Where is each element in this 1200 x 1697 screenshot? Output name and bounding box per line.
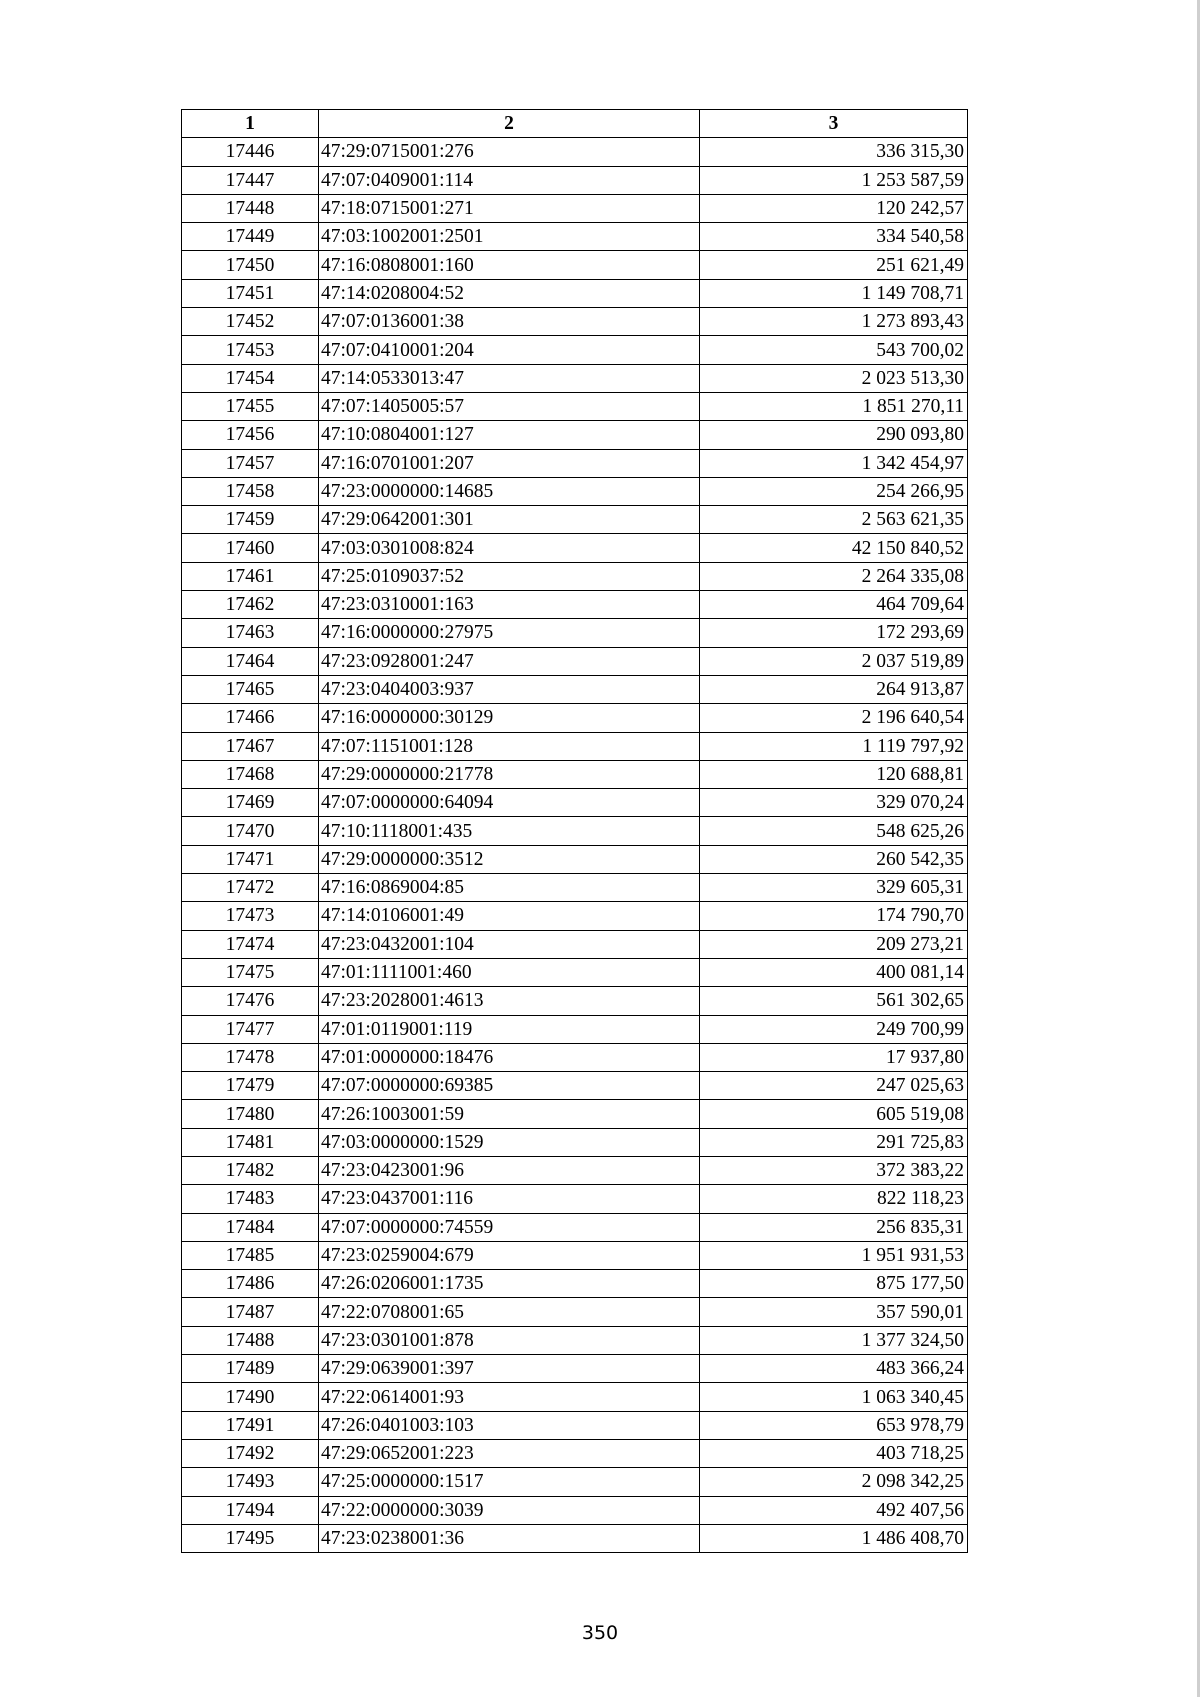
cadastral-number-cell: 47:14:0533013:47 xyxy=(319,364,700,392)
table-row xyxy=(182,1383,968,1411)
row-number-cell: 17467 xyxy=(182,732,319,760)
cadastral-number-cell: 47:26:0401003:103 xyxy=(319,1411,700,1439)
table-row xyxy=(182,392,968,420)
cadastral-number-cell: 47:16:0000000:30129 xyxy=(319,704,700,732)
value-cell: 1 119 797,92 xyxy=(700,732,968,760)
table-row xyxy=(182,902,968,930)
row-number-cell: 17491 xyxy=(182,1411,319,1439)
row-number-cell: 17478 xyxy=(182,1043,319,1071)
row-number-cell: 17454 xyxy=(182,364,319,392)
value-cell: 2 037 519,89 xyxy=(700,647,968,675)
table-row xyxy=(182,930,968,958)
row-number-cell: 17483 xyxy=(182,1185,319,1213)
table-row xyxy=(182,223,968,251)
cadastral-number-cell: 47:23:0437001:116 xyxy=(319,1185,700,1213)
cadastral-number-cell: 47:10:0804001:127 xyxy=(319,421,700,449)
cadastral-number-cell: 47:29:0000000:3512 xyxy=(319,845,700,873)
table-row xyxy=(182,166,968,194)
row-number-cell: 17455 xyxy=(182,392,319,420)
value-cell: 1 486 408,70 xyxy=(700,1524,968,1552)
row-number-cell: 17465 xyxy=(182,675,319,703)
value-cell: 172 293,69 xyxy=(700,619,968,647)
value-cell: 1 342 454,97 xyxy=(700,449,968,477)
table-row xyxy=(182,987,968,1015)
cadastral-number-cell: 47:26:0206001:1735 xyxy=(319,1270,700,1298)
table-row xyxy=(182,534,968,562)
value-cell: 548 625,26 xyxy=(700,817,968,845)
value-cell: 2 023 513,30 xyxy=(700,364,968,392)
cadastral-number-cell: 47:07:1151001:128 xyxy=(319,732,700,760)
value-cell: 264 913,87 xyxy=(700,675,968,703)
table-row xyxy=(182,591,968,619)
cadastral-number-cell: 47:29:0715001:276 xyxy=(319,138,700,166)
row-number-cell: 17477 xyxy=(182,1015,319,1043)
value-cell: 875 177,50 xyxy=(700,1270,968,1298)
cadastral-number-cell: 47:22:0000000:3039 xyxy=(319,1496,700,1524)
value-cell: 120 688,81 xyxy=(700,760,968,788)
table-row xyxy=(182,506,968,534)
row-number-cell: 17485 xyxy=(182,1241,319,1269)
row-number-cell: 17449 xyxy=(182,223,319,251)
row-number-cell: 17451 xyxy=(182,279,319,307)
table-body xyxy=(182,138,968,1553)
table-row xyxy=(182,1326,968,1354)
value-cell: 209 273,21 xyxy=(700,930,968,958)
table-row xyxy=(182,704,968,732)
cadastral-number-cell: 47:03:1002001:2501 xyxy=(319,223,700,251)
value-cell: 42 150 840,52 xyxy=(700,534,968,562)
cadastral-number-cell: 47:14:0208004:52 xyxy=(319,279,700,307)
value-cell: 357 590,01 xyxy=(700,1298,968,1326)
table-row xyxy=(182,1468,968,1496)
table-row xyxy=(182,1411,968,1439)
row-number-cell: 17481 xyxy=(182,1128,319,1156)
table-row xyxy=(182,1128,968,1156)
value-cell: 400 081,14 xyxy=(700,958,968,986)
value-cell: 2 196 640,54 xyxy=(700,704,968,732)
value-cell: 1 851 270,11 xyxy=(700,392,968,420)
table-row xyxy=(182,1100,968,1128)
cadastral-number-cell: 47:22:0708001:65 xyxy=(319,1298,700,1326)
row-number-cell: 17482 xyxy=(182,1156,319,1184)
table-row xyxy=(182,732,968,760)
cadastral-number-cell: 47:01:0119001:119 xyxy=(319,1015,700,1043)
row-number-cell: 17475 xyxy=(182,958,319,986)
value-cell: 1 149 708,71 xyxy=(700,279,968,307)
cadastral-number-cell: 47:16:0869004:85 xyxy=(319,874,700,902)
row-number-cell: 17488 xyxy=(182,1326,319,1354)
row-number-cell: 17487 xyxy=(182,1298,319,1326)
row-number-cell: 17453 xyxy=(182,336,319,364)
value-cell: 2 098 342,25 xyxy=(700,1468,968,1496)
cadastral-number-cell: 47:23:0000000:14685 xyxy=(319,477,700,505)
row-number-cell: 17474 xyxy=(182,930,319,958)
row-number-cell: 17462 xyxy=(182,591,319,619)
row-number-cell: 17464 xyxy=(182,647,319,675)
table-header xyxy=(182,110,968,138)
value-cell: 543 700,02 xyxy=(700,336,968,364)
value-cell: 336 315,30 xyxy=(700,138,968,166)
value-cell: 1 253 587,59 xyxy=(700,166,968,194)
document-table-container xyxy=(181,109,968,1553)
value-cell: 174 790,70 xyxy=(700,902,968,930)
cadastral-number-cell: 47:23:0238001:36 xyxy=(319,1524,700,1552)
cadastral-number-cell: 47:22:0614001:93 xyxy=(319,1383,700,1411)
cadastral-number-cell: 47:07:1405005:57 xyxy=(319,392,700,420)
table-row xyxy=(182,364,968,392)
table-row xyxy=(182,1355,968,1383)
value-cell: 1 377 324,50 xyxy=(700,1326,968,1354)
value-cell: 464 709,64 xyxy=(700,591,968,619)
value-cell: 1 063 340,45 xyxy=(700,1383,968,1411)
row-number-cell: 17461 xyxy=(182,562,319,590)
row-number-cell: 17472 xyxy=(182,874,319,902)
value-cell: 254 266,95 xyxy=(700,477,968,505)
table-row xyxy=(182,675,968,703)
value-cell: 256 835,31 xyxy=(700,1213,968,1241)
value-cell: 2 264 335,08 xyxy=(700,562,968,590)
cadastral-number-cell: 47:07:0136001:38 xyxy=(319,308,700,336)
cadastral-number-cell: 47:23:0432001:104 xyxy=(319,930,700,958)
cadastral-table xyxy=(181,109,968,1553)
table-row xyxy=(182,562,968,590)
row-number-cell: 17450 xyxy=(182,251,319,279)
row-number-cell: 17466 xyxy=(182,704,319,732)
row-number-cell: 17456 xyxy=(182,421,319,449)
cadastral-number-cell: 47:23:0928001:247 xyxy=(319,647,700,675)
value-cell: 249 700,99 xyxy=(700,1015,968,1043)
value-cell: 334 540,58 xyxy=(700,223,968,251)
table-row xyxy=(182,1015,968,1043)
header-row xyxy=(182,110,968,138)
table-row xyxy=(182,308,968,336)
cadastral-number-cell: 47:07:0000000:69385 xyxy=(319,1072,700,1100)
value-cell: 260 542,35 xyxy=(700,845,968,873)
cadastral-number-cell: 47:10:1118001:435 xyxy=(319,817,700,845)
cadastral-number-cell: 47:03:0000000:1529 xyxy=(319,1128,700,1156)
table-row xyxy=(182,251,968,279)
cadastral-number-cell: 47:16:0701001:207 xyxy=(319,449,700,477)
value-cell: 403 718,25 xyxy=(700,1439,968,1467)
column-header-2: 2 xyxy=(319,110,700,138)
row-number-cell: 17470 xyxy=(182,817,319,845)
value-cell: 492 407,56 xyxy=(700,1496,968,1524)
row-number-cell: 17471 xyxy=(182,845,319,873)
cadastral-number-cell: 47:18:0715001:271 xyxy=(319,194,700,222)
value-cell: 120 242,57 xyxy=(700,194,968,222)
value-cell: 2 563 621,35 xyxy=(700,506,968,534)
cadastral-number-cell: 47:01:0000000:18476 xyxy=(319,1043,700,1071)
table-row xyxy=(182,874,968,902)
table-row xyxy=(182,279,968,307)
table-row xyxy=(182,138,968,166)
row-number-cell: 17458 xyxy=(182,477,319,505)
cadastral-number-cell: 47:23:0259004:679 xyxy=(319,1241,700,1269)
cadastral-number-cell: 47:29:0652001:223 xyxy=(319,1439,700,1467)
table-row xyxy=(182,1156,968,1184)
table-row xyxy=(182,449,968,477)
value-cell: 653 978,79 xyxy=(700,1411,968,1439)
cadastral-number-cell: 47:16:0808001:160 xyxy=(319,251,700,279)
cadastral-number-cell: 47:23:0310001:163 xyxy=(319,591,700,619)
row-number-cell: 17493 xyxy=(182,1468,319,1496)
row-number-cell: 17495 xyxy=(182,1524,319,1552)
value-cell: 329 605,31 xyxy=(700,874,968,902)
cadastral-number-cell: 47:03:0301008:824 xyxy=(319,534,700,562)
row-number-cell: 17448 xyxy=(182,194,319,222)
row-number-cell: 17446 xyxy=(182,138,319,166)
table-row xyxy=(182,1072,968,1100)
table-row xyxy=(182,1298,968,1326)
value-cell: 247 025,63 xyxy=(700,1072,968,1100)
row-number-cell: 17468 xyxy=(182,760,319,788)
cadastral-number-cell: 47:23:0404003:937 xyxy=(319,675,700,703)
value-cell: 329 070,24 xyxy=(700,789,968,817)
cadastral-number-cell: 47:29:0642001:301 xyxy=(319,506,700,534)
row-number-cell: 17460 xyxy=(182,534,319,562)
row-number-cell: 17473 xyxy=(182,902,319,930)
value-cell: 372 383,22 xyxy=(700,1156,968,1184)
table-row xyxy=(182,336,968,364)
cadastral-number-cell: 47:25:0000000:1517 xyxy=(319,1468,700,1496)
column-header-1: 1 xyxy=(182,110,319,138)
row-number-cell: 17459 xyxy=(182,506,319,534)
table-row xyxy=(182,1270,968,1298)
cadastral-number-cell: 47:23:0423001:96 xyxy=(319,1156,700,1184)
row-number-cell: 17480 xyxy=(182,1100,319,1128)
table-row xyxy=(182,760,968,788)
value-cell: 251 621,49 xyxy=(700,251,968,279)
page-number: 350 xyxy=(581,1622,619,1644)
table-row xyxy=(182,817,968,845)
cadastral-number-cell: 47:07:0409001:114 xyxy=(319,166,700,194)
row-number-cell: 17494 xyxy=(182,1496,319,1524)
row-number-cell: 17452 xyxy=(182,308,319,336)
row-number-cell: 17457 xyxy=(182,449,319,477)
value-cell: 605 519,08 xyxy=(700,1100,968,1128)
row-number-cell: 17489 xyxy=(182,1355,319,1383)
value-cell: 822 118,23 xyxy=(700,1185,968,1213)
value-cell: 291 725,83 xyxy=(700,1128,968,1156)
table-row xyxy=(182,1524,968,1552)
cadastral-number-cell: 47:26:1003001:59 xyxy=(319,1100,700,1128)
table-row xyxy=(182,845,968,873)
row-number-cell: 17447 xyxy=(182,166,319,194)
cadastral-number-cell: 47:07:0000000:64094 xyxy=(319,789,700,817)
table-row xyxy=(182,1496,968,1524)
row-number-cell: 17492 xyxy=(182,1439,319,1467)
table-row xyxy=(182,1439,968,1467)
cadastral-number-cell: 47:14:0106001:49 xyxy=(319,902,700,930)
cadastral-number-cell: 47:23:0301001:878 xyxy=(319,1326,700,1354)
row-number-cell: 17490 xyxy=(182,1383,319,1411)
row-number-cell: 17476 xyxy=(182,987,319,1015)
table-row xyxy=(182,619,968,647)
row-number-cell: 17486 xyxy=(182,1270,319,1298)
row-number-cell: 17479 xyxy=(182,1072,319,1100)
value-cell: 483 366,24 xyxy=(700,1355,968,1383)
table-row xyxy=(182,1043,968,1071)
row-number-cell: 17469 xyxy=(182,789,319,817)
cadastral-number-cell: 47:07:0000000:74559 xyxy=(319,1213,700,1241)
table-row xyxy=(182,194,968,222)
column-header-3: 3 xyxy=(700,110,968,138)
value-cell: 17 937,80 xyxy=(700,1043,968,1071)
value-cell: 1 951 931,53 xyxy=(700,1241,968,1269)
table-row xyxy=(182,421,968,449)
table-row xyxy=(182,647,968,675)
value-cell: 290 093,80 xyxy=(700,421,968,449)
cadastral-number-cell: 47:29:0639001:397 xyxy=(319,1355,700,1383)
value-cell: 561 302,65 xyxy=(700,987,968,1015)
table-row xyxy=(182,789,968,817)
table-row xyxy=(182,1185,968,1213)
cadastral-number-cell: 47:23:2028001:4613 xyxy=(319,987,700,1015)
table-row xyxy=(182,477,968,505)
row-number-cell: 17463 xyxy=(182,619,319,647)
value-cell: 1 273 893,43 xyxy=(700,308,968,336)
row-number-cell: 17484 xyxy=(182,1213,319,1241)
cadastral-number-cell: 47:16:0000000:27975 xyxy=(319,619,700,647)
cadastral-number-cell: 47:01:1111001:460 xyxy=(319,958,700,986)
table-row xyxy=(182,958,968,986)
cadastral-number-cell: 47:07:0410001:204 xyxy=(319,336,700,364)
cadastral-number-cell: 47:29:0000000:21778 xyxy=(319,760,700,788)
cadastral-number-cell: 47:25:0109037:52 xyxy=(319,562,700,590)
table-row xyxy=(182,1213,968,1241)
table-row xyxy=(182,1241,968,1269)
